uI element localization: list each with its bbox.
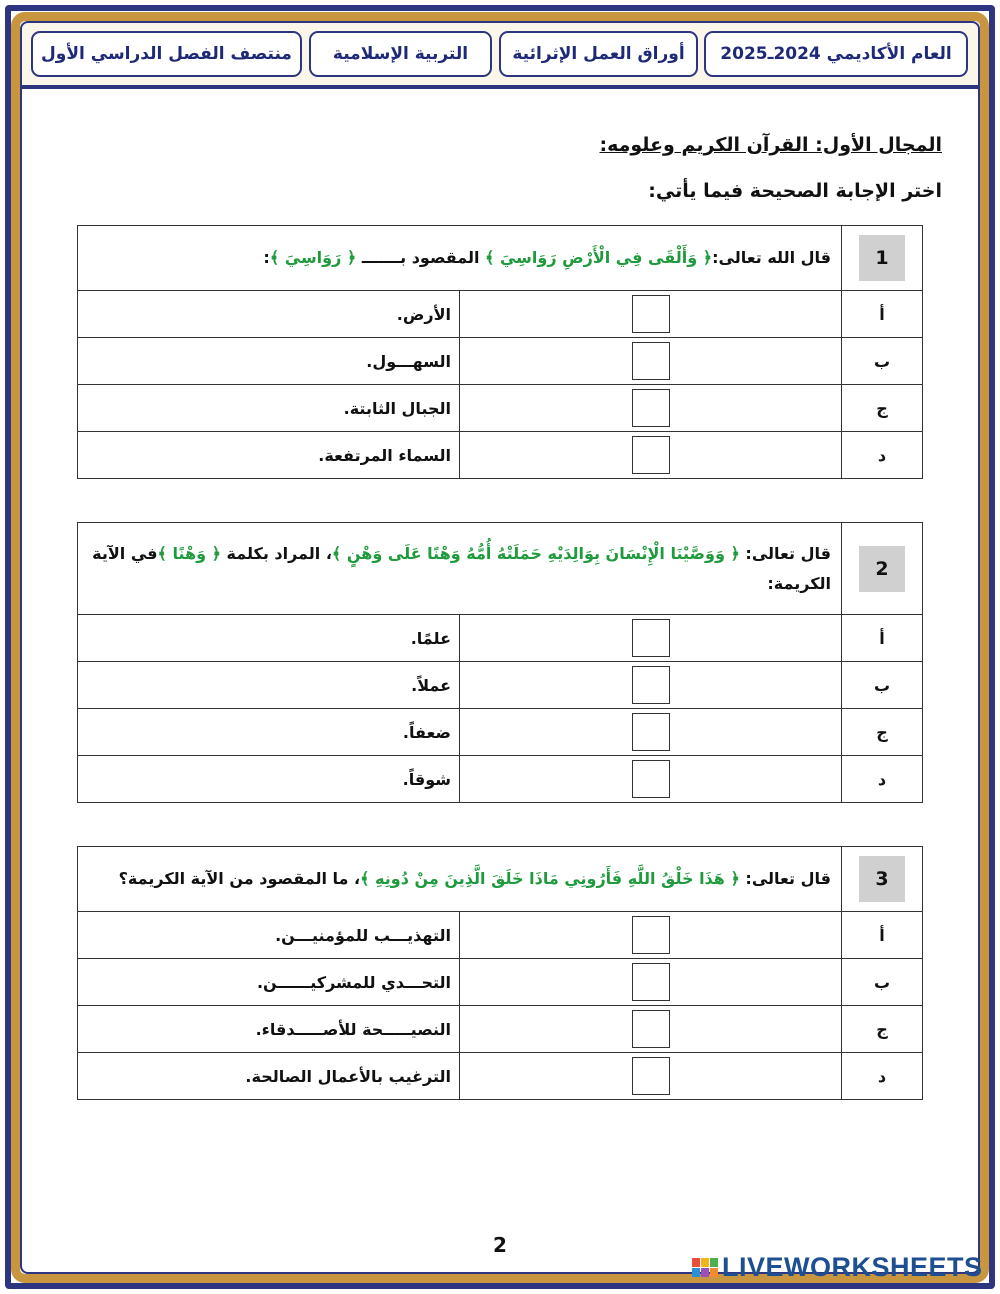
answer-box-cell: [460, 291, 842, 338]
option-text: الأرض.: [78, 291, 460, 338]
option-letter: ب: [842, 662, 923, 709]
liveworksheets-brand: LIVEWORKSHEETS: [722, 1252, 983, 1282]
question-1: [77, 225, 923, 479]
option-row: [78, 615, 923, 662]
answer-checkbox[interactable]: [632, 1057, 670, 1095]
option-text: التهذيـــب للمؤمنيـــن.: [78, 912, 460, 959]
answer-box-cell: [460, 1053, 842, 1100]
question-stem: [78, 847, 842, 912]
answer-checkbox[interactable]: [632, 389, 670, 427]
stem-tail: في الآية الكريمة:: [92, 543, 831, 593]
option-row: [78, 432, 923, 479]
question-number-cell: [842, 847, 923, 912]
header-subject: التربية الإسلامية: [309, 31, 492, 77]
section-title: المجال الأول: القرآن الكريم وعلومه:: [599, 134, 942, 156]
option-letter: ج: [842, 1006, 923, 1053]
question-stem: [78, 226, 842, 291]
question-stem: [78, 523, 842, 615]
question-2: [77, 522, 923, 803]
option-letter: د: [842, 1053, 923, 1100]
liveworksheets-logo: [692, 1252, 983, 1283]
question-number: 2: [859, 546, 905, 592]
option-text: شوقاً.: [78, 756, 460, 803]
option-text: عملاً.: [78, 662, 460, 709]
option-row: [78, 1053, 923, 1100]
stem-tail: :: [263, 248, 270, 267]
stem-mid: ، المراد بكلمة: [220, 543, 332, 563]
answer-box-cell: [460, 432, 842, 479]
option-letter: د: [842, 432, 923, 479]
option-text: الترغيب بالأعمال الصالحة.: [78, 1053, 460, 1100]
option-text: الجبال الثابتة.: [78, 385, 460, 432]
answer-box-cell: [460, 338, 842, 385]
answer-checkbox[interactable]: [632, 342, 670, 380]
stem-lead: قال تعالى:: [739, 869, 831, 888]
answer-box-cell: [460, 615, 842, 662]
answer-checkbox[interactable]: [632, 295, 670, 333]
option-row: [78, 385, 923, 432]
answer-checkbox[interactable]: [632, 666, 670, 704]
option-text: السهـــول.: [78, 338, 460, 385]
answer-box-cell: [460, 959, 842, 1006]
stem-lead: قال الله تعالى:: [712, 248, 831, 267]
option-text: التحـــدي للمشركيــــــن.: [78, 959, 460, 1006]
option-row: [78, 662, 923, 709]
option-row: [78, 912, 923, 959]
option-text: النصيـــــحة للأصـــــدقاء.: [78, 1006, 460, 1053]
option-row: [78, 959, 923, 1006]
question-number-cell: [842, 523, 923, 615]
option-letter: ج: [842, 709, 923, 756]
answer-checkbox[interactable]: [632, 1010, 670, 1048]
liveworksheets-icon: [692, 1258, 718, 1277]
answer-checkbox[interactable]: [632, 916, 670, 954]
question-number-cell: [842, 226, 923, 291]
stem-mid: ، ما المقصود من الآية الكريمة؟: [118, 869, 361, 888]
answer-box-cell: [460, 756, 842, 803]
answer-box-cell: [460, 912, 842, 959]
answer-checkbox[interactable]: [632, 963, 670, 1001]
quran-verse: ﴿ وَأَلْقَى فِي الْأَرْضِ رَوَاسِيَ ﴾: [485, 248, 713, 267]
answer-box-cell: [460, 662, 842, 709]
quran-term: ﴿ رَوَاسِيَ ﴾: [269, 248, 357, 267]
quran-verse: ﴿ وَوَصَّيْنَا الْإِنْسَانَ بِوَالِدَيْهِ حَمَلَتْهُ أُمُّهُ وَهْنًا عَلَى وَهْنٍ ﴾: [331, 543, 740, 563]
option-row: [78, 1006, 923, 1053]
answer-checkbox[interactable]: [632, 619, 670, 657]
page-number: 2: [493, 1233, 507, 1257]
option-letter: أ: [842, 912, 923, 959]
answer-box-cell: [460, 1006, 842, 1053]
answer-checkbox[interactable]: [632, 436, 670, 474]
option-row: [78, 756, 923, 803]
instruction: اختر الإجابة الصحيحة فيما يأتي:: [648, 180, 942, 202]
option-letter: ب: [842, 338, 923, 385]
stem-mid: المقصود بـــــــ: [356, 248, 486, 267]
stem-lead: قال تعالى:: [739, 543, 831, 563]
question-3: [77, 846, 923, 1100]
option-letter: أ: [842, 615, 923, 662]
quran-verse: ﴿ هَذَا خَلْقُ اللَّهِ فَأَرُونِي مَاذَا خَلَقَ الَّذِينَ مِنْ دُونِهِ ﴾: [360, 869, 740, 888]
option-text: علمًا.: [78, 615, 460, 662]
option-row: [78, 338, 923, 385]
answer-checkbox[interactable]: [632, 760, 670, 798]
option-letter: د: [842, 756, 923, 803]
quran-term: ﴿ وَهْنًا ﴾: [157, 543, 221, 563]
option-letter: أ: [842, 291, 923, 338]
answer-box-cell: [460, 385, 842, 432]
question-number: 1: [859, 235, 905, 281]
header-worksheets: أوراق العمل الإثرائية: [499, 31, 698, 77]
answer-box-cell: [460, 709, 842, 756]
option-text: السماء المرتفعة.: [78, 432, 460, 479]
option-letter: ب: [842, 959, 923, 1006]
header-academic-year: العام الأكاديمي 2024ـ2025: [704, 31, 968, 77]
header-divider: [20, 85, 980, 89]
option-row: [78, 709, 923, 756]
answer-checkbox[interactable]: [632, 713, 670, 751]
header-term: منتصف الفصل الدراسي الأول: [31, 31, 302, 77]
option-letter: ج: [842, 385, 923, 432]
question-number: 3: [859, 856, 905, 902]
option-text: ضعفاً.: [78, 709, 460, 756]
option-row: [78, 291, 923, 338]
